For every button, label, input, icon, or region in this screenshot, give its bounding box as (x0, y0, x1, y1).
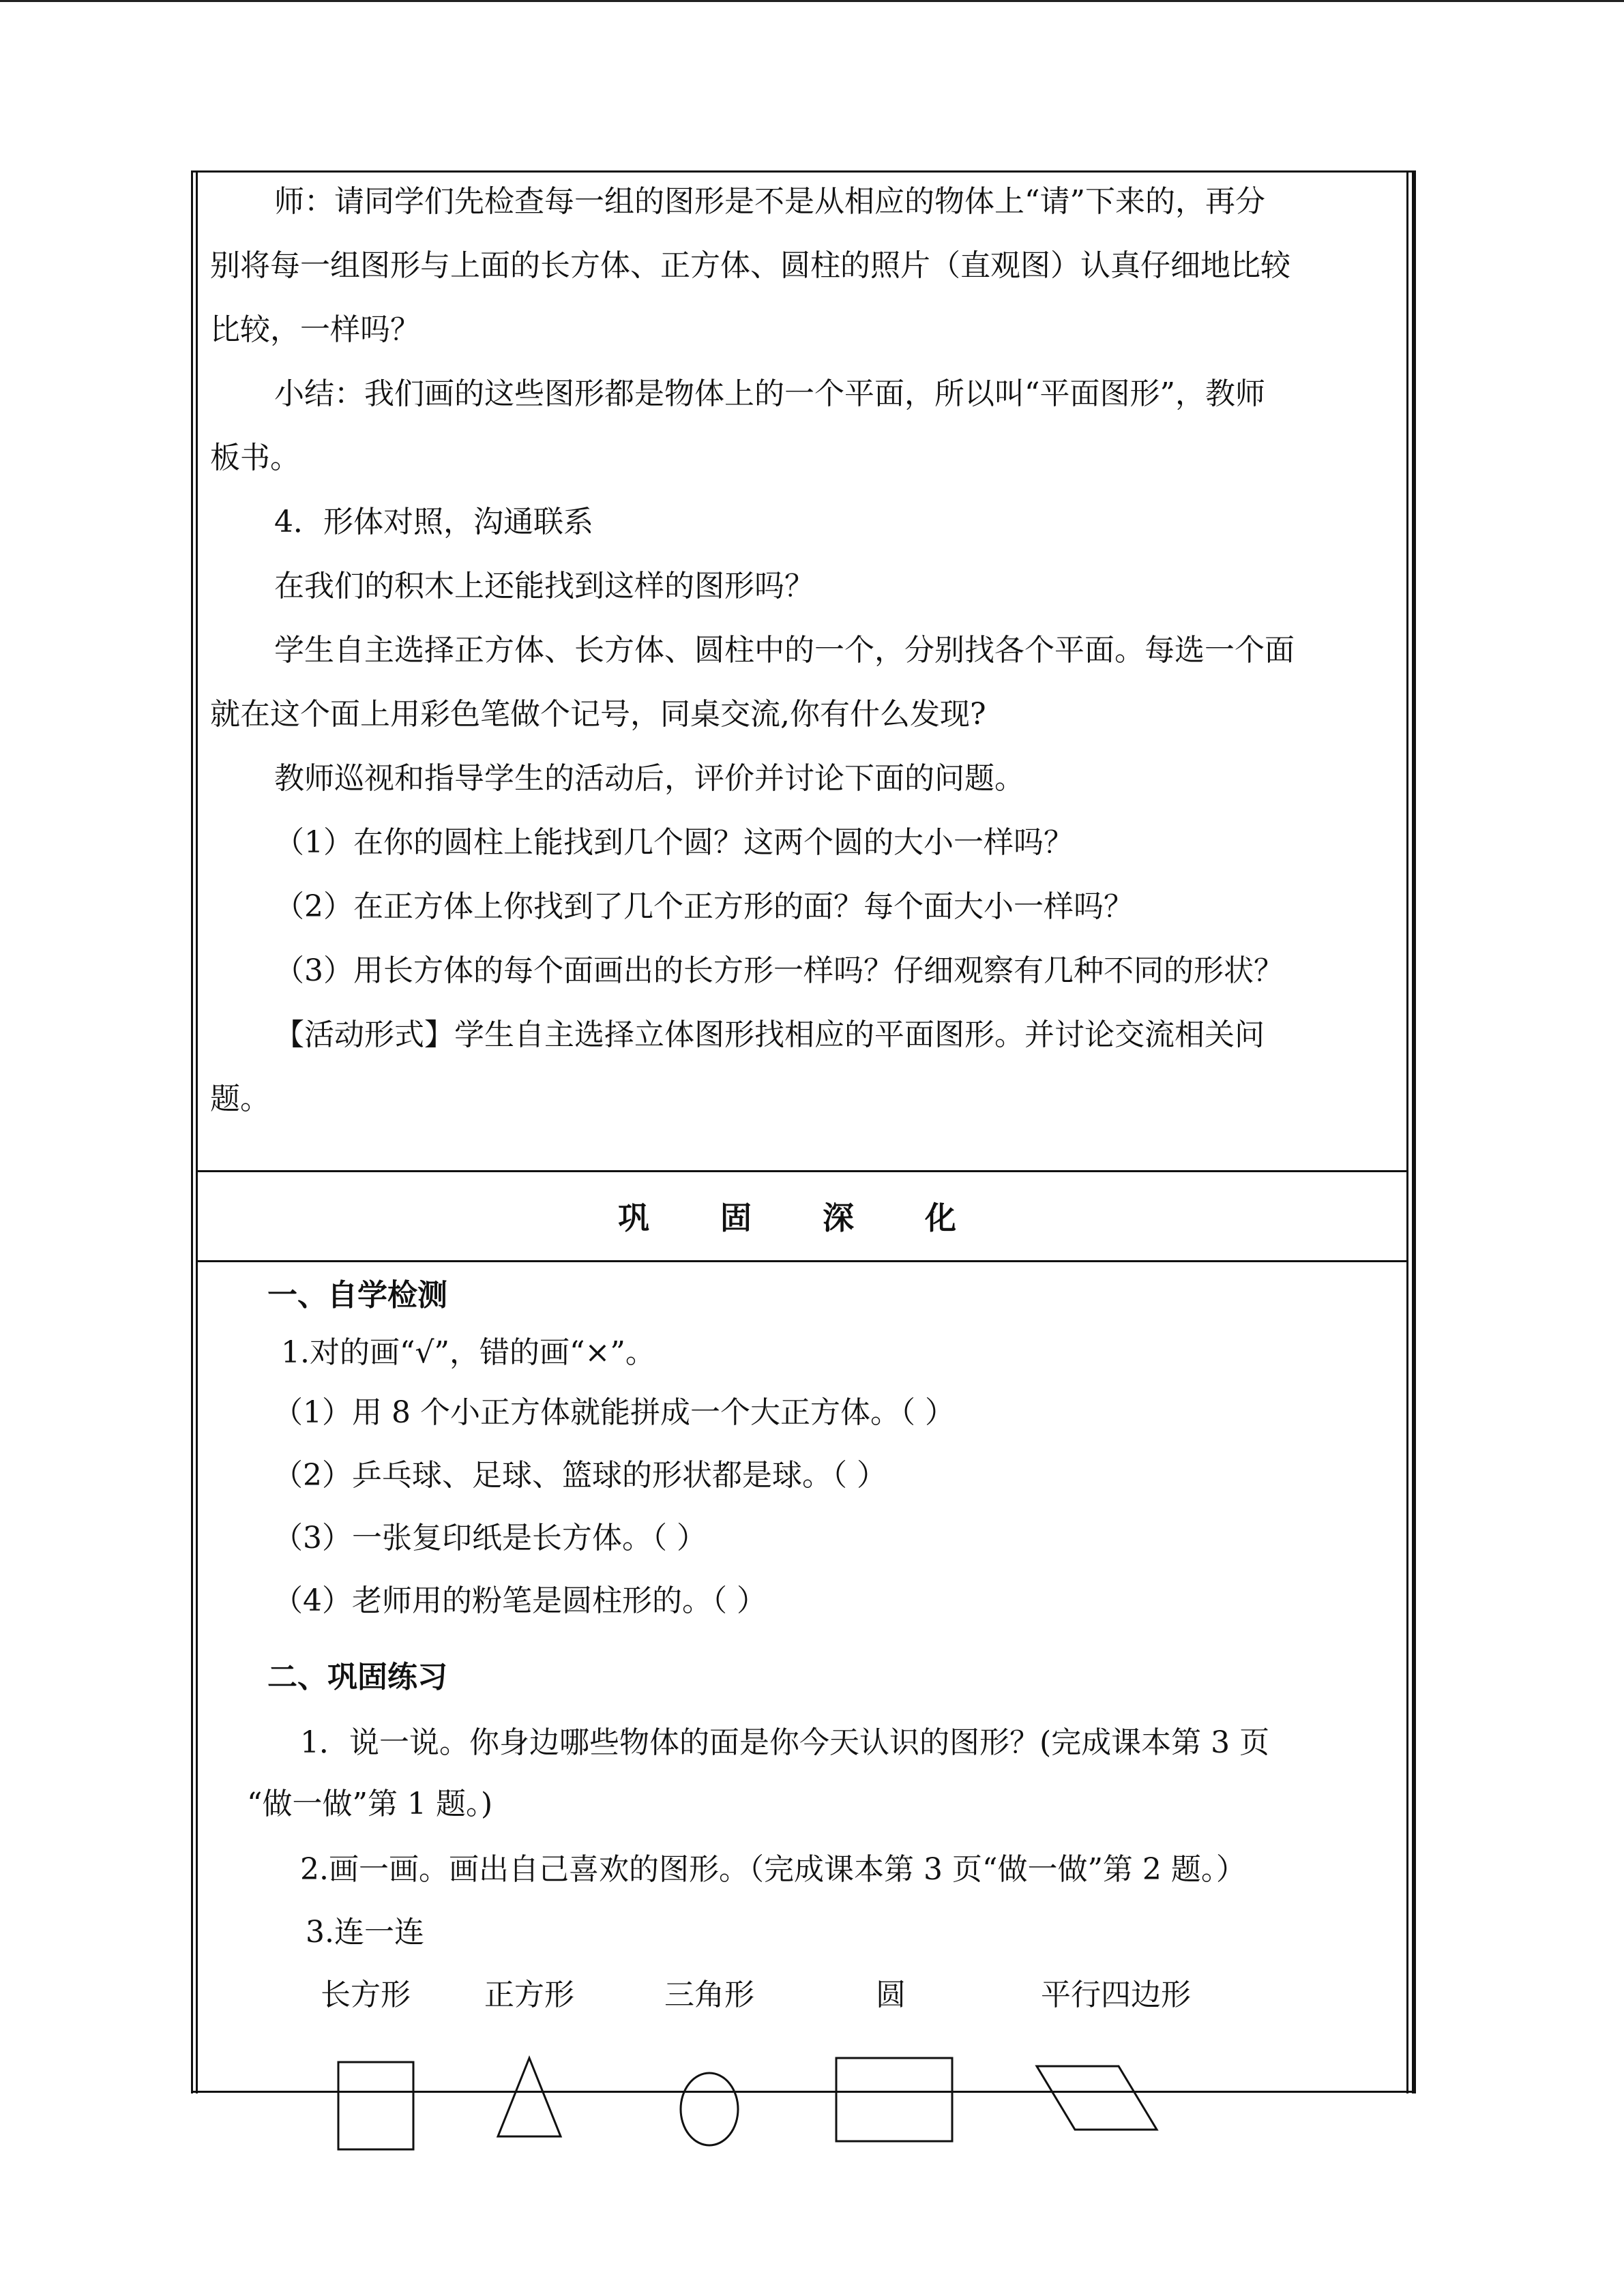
lesson-line: 学生自主选择正方体、长方体、圆柱中的一个，分别找各个平面。每选一个面 (274, 633, 1295, 668)
lesson-line: 别将每一组图形与上面的长方体、正方体、圆柱的照片（直观图）认真仔细地比较 (210, 248, 1290, 283)
parallelogram-shape (1037, 2066, 1157, 2130)
lesson-line: 师：请同学们先检查每一组的图形是不是从相应的物体上“请”下来的，再分 (274, 184, 1265, 219)
check-item: （4）老师用的粉笔是圆柱形的。（ ） (273, 1583, 767, 1618)
label-parallelogram: 平行四边形 (1041, 1978, 1191, 2012)
label-triangle: 三角形 (664, 1978, 754, 2012)
lesson-line: 比较，一样吗？ (210, 312, 420, 347)
wide-rectangle-shape (836, 2058, 952, 2141)
lesson-line: 小结：我们画的这些图形都是物体上的一个平面，所以叫“平面图形”，教师 (274, 376, 1265, 411)
label-circle: 圆 (876, 1978, 906, 2012)
practice-line: “做一做”第 1 题。) (247, 1787, 493, 1821)
lesson-line: 教师巡视和指导学生的活动后，评价并讨论下面的问题。 (274, 761, 1024, 796)
tall-rectangle-shape (338, 2062, 413, 2149)
triangle-shape (498, 2058, 561, 2136)
self-check-heading: 一、自学检测 (267, 1278, 447, 1313)
lesson-line: 就在这个面上用彩色笔做个记号，同桌交流,你有什么发现? (210, 697, 986, 732)
practice-heading: 二、巩固练习 (267, 1660, 447, 1695)
question-item: （1）在你的圆柱上能找到几个圆？这两个圆的大小一样吗？ (274, 825, 1074, 860)
label-rectangle: 长方形 (321, 1978, 411, 2012)
label-square: 正方形 (484, 1978, 574, 2012)
practice-line: 3.连一连 (306, 1915, 424, 1950)
ellipse-shape (681, 2073, 738, 2145)
lesson-line: 在我们的积木上还能找到这样的图形吗？ (274, 569, 814, 603)
check-item: （3）一张复印纸是长方体。（ ） (273, 1521, 707, 1555)
question-item: （3）用长方体的每个面画出的长方形一样吗？仔细观察有几种不同的形状？ (274, 953, 1284, 988)
question-item: （2）在正方体上你找到了几个正方形的面？每个面大小一样吗？ (274, 889, 1134, 924)
self-check-intro: 1.对的画“√”，错的画“×”。 (281, 1335, 655, 1370)
check-item: （1）用 8 个小正方体就能拼成一个大正方体。（ ） (273, 1395, 955, 1430)
lesson-subheading: 4．形体对照，沟通联系 (274, 505, 593, 539)
check-item: （2）乒乓球、足球、篮球的形状都是球。（ ） (273, 1458, 887, 1493)
section-title: 巩 固 深 化 (617, 1199, 987, 1236)
lesson-line: 题。 (210, 1082, 270, 1116)
practice-line: 1．说一说。你身边哪些物体的面是你今天认识的图形？(完成课本第 3 页 (300, 1725, 1270, 1760)
practice-line: 2.画一画。画出自己喜欢的图形。（完成课本第 3 页“做一做”第 2 题。） (300, 1852, 1246, 1887)
lesson-line: 板书。 (210, 441, 300, 475)
activity-form: 【活动形式】学生自主选择立体图形找相应的平面图形。并讨论交流相关问 (274, 1017, 1265, 1052)
